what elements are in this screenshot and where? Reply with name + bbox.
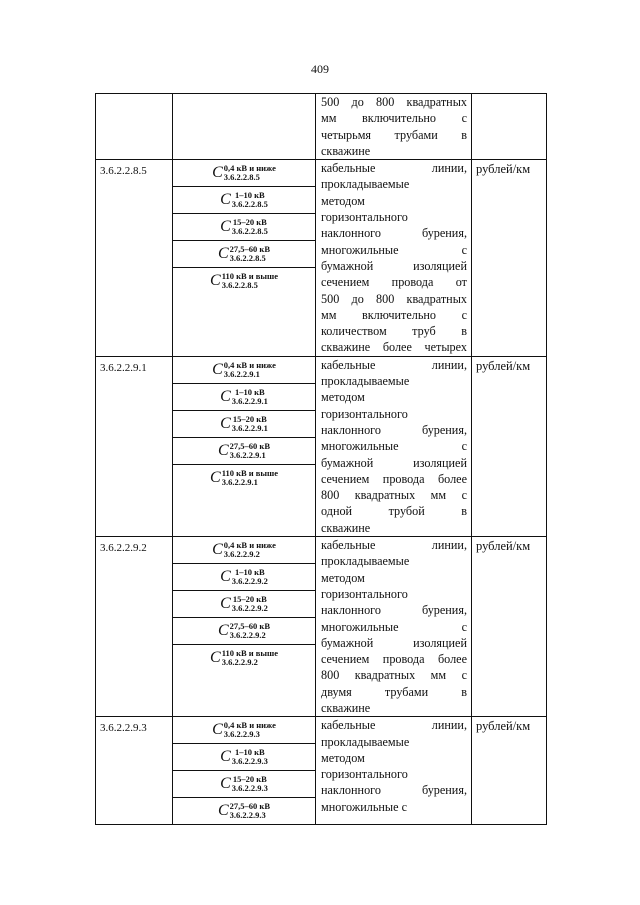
- rate-symbol-indices: [222, 469, 278, 487]
- description-line: четырьмя трубами в: [321, 127, 467, 142]
- code-cell: 3.6.2.2.9.3: [96, 717, 173, 825]
- rate-code-subscript: 3.6.2.2.9.2: [221, 657, 258, 668]
- description-line: скважине: [321, 700, 371, 715]
- rate-symbol: [173, 645, 315, 671]
- rate-symbol-indices: [232, 568, 268, 586]
- rate-code-subscript: 3.6.2.2.9.3: [231, 756, 268, 767]
- unit-cell: [472, 94, 547, 160]
- rate-symbol-letter: C: [220, 775, 231, 793]
- table-row: [96, 537, 547, 717]
- description-cell: [316, 160, 472, 357]
- description-line: наклонного бурения,: [321, 422, 467, 437]
- unit-cell: рублей/км: [472, 160, 547, 357]
- description-line: прокладываемые: [321, 734, 410, 749]
- rate-code-subscript: 3.6.2.2.9.1: [229, 449, 266, 460]
- description-line: методом: [321, 193, 365, 208]
- rate-symbol: [173, 744, 315, 771]
- code-cell: 3.6.2.2.8.5: [96, 160, 173, 357]
- rate-code-subscript: 3.6.2.2.9.2: [231, 603, 268, 614]
- code-cell: [96, 94, 173, 160]
- rate-symbol-indices: [230, 442, 270, 460]
- description-line: прокладываемые: [321, 554, 410, 569]
- table-row-carry-over: [96, 94, 547, 160]
- rate-symbol-letter: C: [220, 568, 231, 586]
- description-line: многожильные с: [321, 799, 407, 814]
- description-cell: [316, 94, 472, 160]
- rate-code-subscript: 3.6.2.2.9.2: [223, 549, 260, 560]
- description-line: мм включительно с: [321, 111, 467, 126]
- rate-symbol-indices: [230, 622, 270, 640]
- description-line: прокладываемые: [321, 374, 410, 389]
- description-line: мм включительно с: [321, 307, 467, 322]
- voltage-level: 1–10 кВ: [234, 386, 265, 397]
- rate-symbol-letter: C: [220, 191, 231, 209]
- description-line: 800 квадратных мм с: [321, 488, 467, 503]
- voltage-level: 15–20 кВ: [232, 413, 267, 424]
- description-line: двумя трубами в: [321, 684, 467, 699]
- description-line: наклонного бурения,: [321, 226, 467, 241]
- description-text: [316, 94, 471, 159]
- rate-symbol-letter: C: [220, 748, 231, 766]
- description-line: кабельные линии,: [321, 357, 467, 372]
- table-row: [96, 356, 547, 536]
- description-line: сечением провода от: [321, 275, 467, 290]
- rate-code-subscript: 3.6.2.2.9.1: [223, 368, 260, 379]
- symbol-cell: [173, 160, 316, 357]
- voltage-level: 110 кВ и выше: [221, 467, 278, 478]
- rate-symbol-letter: C: [210, 272, 221, 290]
- rate-symbol-indices: [230, 245, 270, 263]
- unit-cell: рублей/км: [472, 356, 547, 536]
- rate-code-subscript: 3.6.2.2.9.3: [223, 729, 260, 740]
- voltage-level: 0,4 кВ и ниже: [223, 163, 276, 174]
- rate-symbol: [173, 717, 315, 744]
- rate-symbol-letter: C: [220, 595, 231, 613]
- rate-symbol: [173, 537, 315, 564]
- rate-symbol: [173, 411, 315, 438]
- description-text: [316, 537, 471, 716]
- description-line: горизонтального: [321, 586, 408, 601]
- description-line: горизонтального: [321, 210, 408, 225]
- rate-code-subscript: 3.6.2.2.9.2: [231, 576, 268, 587]
- voltage-level: 27,5–60 кВ: [229, 244, 270, 255]
- rate-symbol-letter: C: [212, 360, 223, 378]
- rate-symbol: [173, 438, 315, 465]
- voltage-level: 110 кВ и выше: [221, 271, 278, 282]
- rate-symbol-letter: C: [212, 164, 223, 182]
- rate-symbol-letter: C: [220, 387, 231, 405]
- description-line: скважине: [321, 143, 371, 158]
- rate-code-subscript: 3.6.2.2.8.5: [223, 172, 260, 183]
- symbol-cell: [173, 356, 316, 536]
- rate-symbol-indices: [222, 272, 278, 290]
- voltage-level: 15–20 кВ: [232, 217, 267, 228]
- description-cell: [316, 537, 472, 717]
- rate-symbol-letter: C: [218, 622, 229, 640]
- rate-symbol: [173, 618, 315, 645]
- symbol-cell: [173, 94, 316, 160]
- rate-symbol-letter: C: [218, 245, 229, 263]
- rate-symbol: [173, 160, 315, 187]
- rate-code-subscript: 3.6.2.2.9.3: [229, 810, 266, 821]
- voltage-level: 0,4 кВ и ниже: [223, 359, 276, 370]
- description-line: 500 до 800 квадратных: [321, 291, 467, 306]
- description-line: горизонтального: [321, 767, 408, 782]
- rate-code-subscript: 3.6.2.2.9.1: [231, 422, 268, 433]
- rate-symbol-indices: [232, 775, 268, 793]
- symbol-cell: [173, 537, 316, 717]
- voltage-level: 15–20 кВ: [232, 594, 267, 605]
- rate-symbol-indices: [222, 649, 278, 667]
- description-line: наклонного бурения,: [321, 603, 467, 618]
- description-line: многожильные с: [321, 619, 467, 634]
- rate-symbol: [173, 187, 315, 214]
- rate-symbol: [173, 268, 315, 294]
- voltage-level: 1–10 кВ: [234, 190, 265, 201]
- description-line: скважине более четырех: [321, 340, 467, 355]
- description-line: скважине: [321, 520, 371, 535]
- rate-symbol: [173, 357, 315, 384]
- rate-symbol-letter: C: [210, 468, 221, 486]
- rate-symbol: [173, 384, 315, 411]
- rate-symbol-letter: C: [218, 441, 229, 459]
- description-line: бумажной изоляцией: [321, 455, 467, 470]
- voltage-level: 1–10 кВ: [234, 567, 265, 578]
- voltage-level: 27,5–60 кВ: [229, 801, 270, 812]
- rate-symbol-letter: C: [220, 414, 231, 432]
- rate-symbol-indices: [230, 802, 270, 820]
- unit-cell: рублей/км: [472, 717, 547, 825]
- rate-symbol: [173, 564, 315, 591]
- rate-symbol-letter: C: [212, 541, 223, 559]
- rate-code-subscript: 3.6.2.2.9.1: [221, 476, 258, 487]
- unit-cell: рублей/км: [472, 537, 547, 717]
- rate-code-subscript: 3.6.2.2.8.5: [231, 226, 268, 237]
- rate-symbol-indices: [232, 388, 268, 406]
- description-line: кабельные линии,: [321, 538, 467, 553]
- rate-symbol-letter: C: [220, 218, 231, 236]
- description-line: бумажной изоляцией: [321, 258, 467, 273]
- code-cell: 3.6.2.2.9.2: [96, 537, 173, 717]
- rate-symbol-indices: [224, 164, 276, 182]
- description-line: наклонного бурения,: [321, 783, 467, 798]
- voltage-level: 27,5–60 кВ: [229, 440, 270, 451]
- description-line: сечением провода более: [321, 471, 467, 486]
- description-line: одной трубой в: [321, 504, 467, 519]
- voltage-level: 15–20 кВ: [232, 774, 267, 785]
- rate-symbol: [173, 771, 315, 798]
- rate-symbol-letter: C: [212, 721, 223, 739]
- rate-symbol: [173, 591, 315, 618]
- code-cell: 3.6.2.2.9.1: [96, 356, 173, 536]
- rate-symbol-letter: C: [218, 802, 229, 820]
- rate-symbol-indices: [224, 541, 276, 559]
- rate-code-subscript: 3.6.2.2.8.5: [229, 253, 266, 264]
- rate-symbol: [173, 214, 315, 241]
- rate-code-subscript: 3.6.2.2.9.2: [229, 630, 266, 641]
- rate-symbol-indices: [232, 595, 268, 613]
- rate-code-subscript: 3.6.2.2.8.5: [231, 199, 268, 210]
- rate-symbol-letter: C: [210, 649, 221, 667]
- description-text: [316, 160, 471, 356]
- description-line: 800 квадратных мм с: [321, 668, 467, 683]
- symbol-cell: [173, 717, 316, 825]
- description-line: многожильные с: [321, 439, 467, 454]
- rate-code-subscript: 3.6.2.2.9.1: [231, 395, 268, 406]
- description-line: 500 до 800 квадратных: [321, 95, 467, 109]
- description-text: [316, 717, 471, 815]
- description-line: кабельные линии,: [321, 718, 467, 733]
- description-line: методом: [321, 570, 365, 585]
- description-line: методом: [321, 750, 365, 765]
- rate-symbol-indices: [232, 218, 268, 236]
- description-line: кабельные линии,: [321, 161, 467, 176]
- description-line: количеством труб в: [321, 324, 467, 339]
- rate-symbol-indices: [224, 361, 276, 379]
- description-line: многожильные с: [321, 242, 467, 257]
- rate-symbol-indices: [232, 415, 268, 433]
- rate-symbol-indices: [232, 191, 268, 209]
- description-cell: [316, 356, 472, 536]
- description-line: бумажной изоляцией: [321, 635, 467, 650]
- table-row: [96, 717, 547, 825]
- voltage-level: 0,4 кВ и ниже: [223, 720, 276, 731]
- page-number: 409: [311, 62, 329, 76]
- rate-symbol-indices: [224, 721, 276, 739]
- description-line: горизонтального: [321, 406, 408, 421]
- rate-symbol: [173, 241, 315, 268]
- voltage-level: 1–10 кВ: [234, 747, 265, 758]
- voltage-level: 110 кВ и выше: [221, 648, 278, 659]
- voltage-level: 27,5–60 кВ: [229, 621, 270, 632]
- rate-code-subscript: 3.6.2.2.8.5: [221, 280, 258, 291]
- rate-code-subscript: 3.6.2.2.9.3: [231, 783, 268, 794]
- rate-symbol: [173, 465, 315, 491]
- description-cell: [316, 717, 472, 825]
- rate-symbol-indices: [232, 748, 268, 766]
- description-line: сечением провода более: [321, 652, 467, 667]
- voltage-level: 0,4 кВ и ниже: [223, 540, 276, 551]
- tariff-table: [95, 93, 547, 825]
- table-row: [96, 160, 547, 357]
- rate-symbol: [173, 798, 315, 824]
- description-line: прокладываемые: [321, 177, 410, 192]
- description-text: [316, 357, 471, 536]
- description-line: методом: [321, 390, 365, 405]
